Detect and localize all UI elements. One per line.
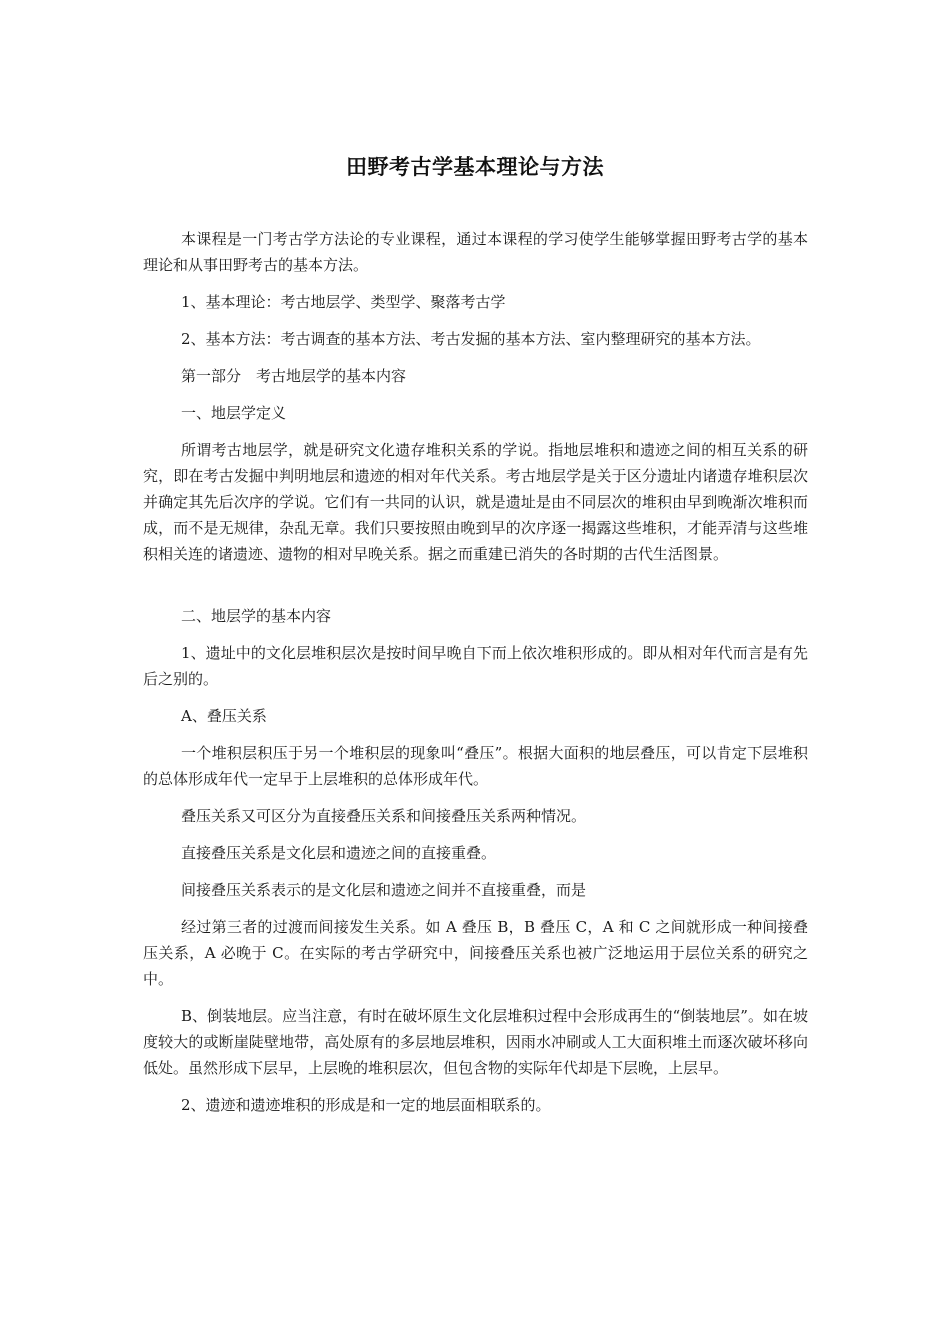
subheading-superposition: A、叠压关系 xyxy=(181,707,267,725)
definition-paragraph: 所谓考古地层学，就是研究文化遗存堆积关系的学说。指地层堆积和遗迹之间的相互关系的研究，即在考古发掘中判明地层和遗迹的相对年代关系。考古地层学是关于区分遗址内诸遗存堆积层次并确定其先后次序的学说。它们有一共同的认识，就是遗址是由不同层次的堆积由早到晚渐次堆积而成，而不是无规律，杂乱无章。我们只要按照由晚到早的次序逐一揭露这些堆积，才能弄清与这些堆积相关连的诸遗迹、遗物的相对早晚关系。据之而重建已消失的各时期的古代生活图景。 xyxy=(143,441,808,563)
content-item-1: 1、遗址中的文化层堆积层次是按时间早晚自下而上依次堆积形成的。即从相对年代而言是有先后之别的。 xyxy=(143,644,808,688)
part-one-heading: 第一部分 考古地层学的基本内容 xyxy=(181,367,407,385)
content-item-2: 2、遗迹和遗迹堆积的形成是和一定的地层面相联系的。 xyxy=(181,1096,551,1114)
document-title: 田野考古学基本理论与方法 xyxy=(346,155,604,179)
superposition-types-paragraph: 叠压关系又可区分为直接叠压关系和间接叠压关系两种情况。 xyxy=(181,807,587,825)
section-heading-basic-content: 二、地层学的基本内容 xyxy=(181,607,332,625)
intro-paragraph: 本课程是一门考古学方法论的专业课程，通过本课程的学习使学生能够掌握田野考古学的基本理论和从事田野考古的基本方法。 xyxy=(143,230,808,274)
inverted-strata-paragraph: B、倒装地层。应当注意，有时在破坏原生文化层堆积过程中会形成再生的“倒装地层”。如在坡度较大的或断崖陡壁地带，高处原有的多层地层堆积，因雨水冲刷或人工大面积堆土而逐次破坏移向低处。虽然形成下层早，上层晚的堆积层次，但包含物的实际年代却是下层晚，上层早。 xyxy=(143,1007,808,1077)
document-body xyxy=(143,226,808,1129)
direct-superposition-paragraph: 直接叠压关系是文化层和遗迹之间的直接重叠。 xyxy=(181,844,497,862)
superposition-paragraph: 一个堆积层积压于另一个堆积层的现象叫“叠压”。根据大面积的地层叠压，可以肯定下层堆积的总体形成年代一定早于上层堆积的总体形成年代。 xyxy=(143,744,808,788)
indirect-superposition-continued: 经过第三者的过渡而间接发生关系。如 A 叠压 B，B 叠压 C，A 和 C 之间就形成一种间接叠压关系，A 必晚于 C。在实际的考古学研究中，间接叠压关系也被广泛地运用于层位关系的研究之中。 xyxy=(143,918,808,988)
basic-theory-item: 1、基本理论：考古地层学、类型学、聚落考古学 xyxy=(181,293,506,311)
section-heading-definition: 一、地层学定义 xyxy=(181,404,287,422)
basic-method-item: 2、基本方法：考古调查的基本方法、考古发掘的基本方法、室内整理研究的基本方法。 xyxy=(181,330,761,348)
indirect-superposition-paragraph: 间接叠压关系表示的是文化层和遗迹之间并不直接重叠，而是 xyxy=(181,881,587,899)
